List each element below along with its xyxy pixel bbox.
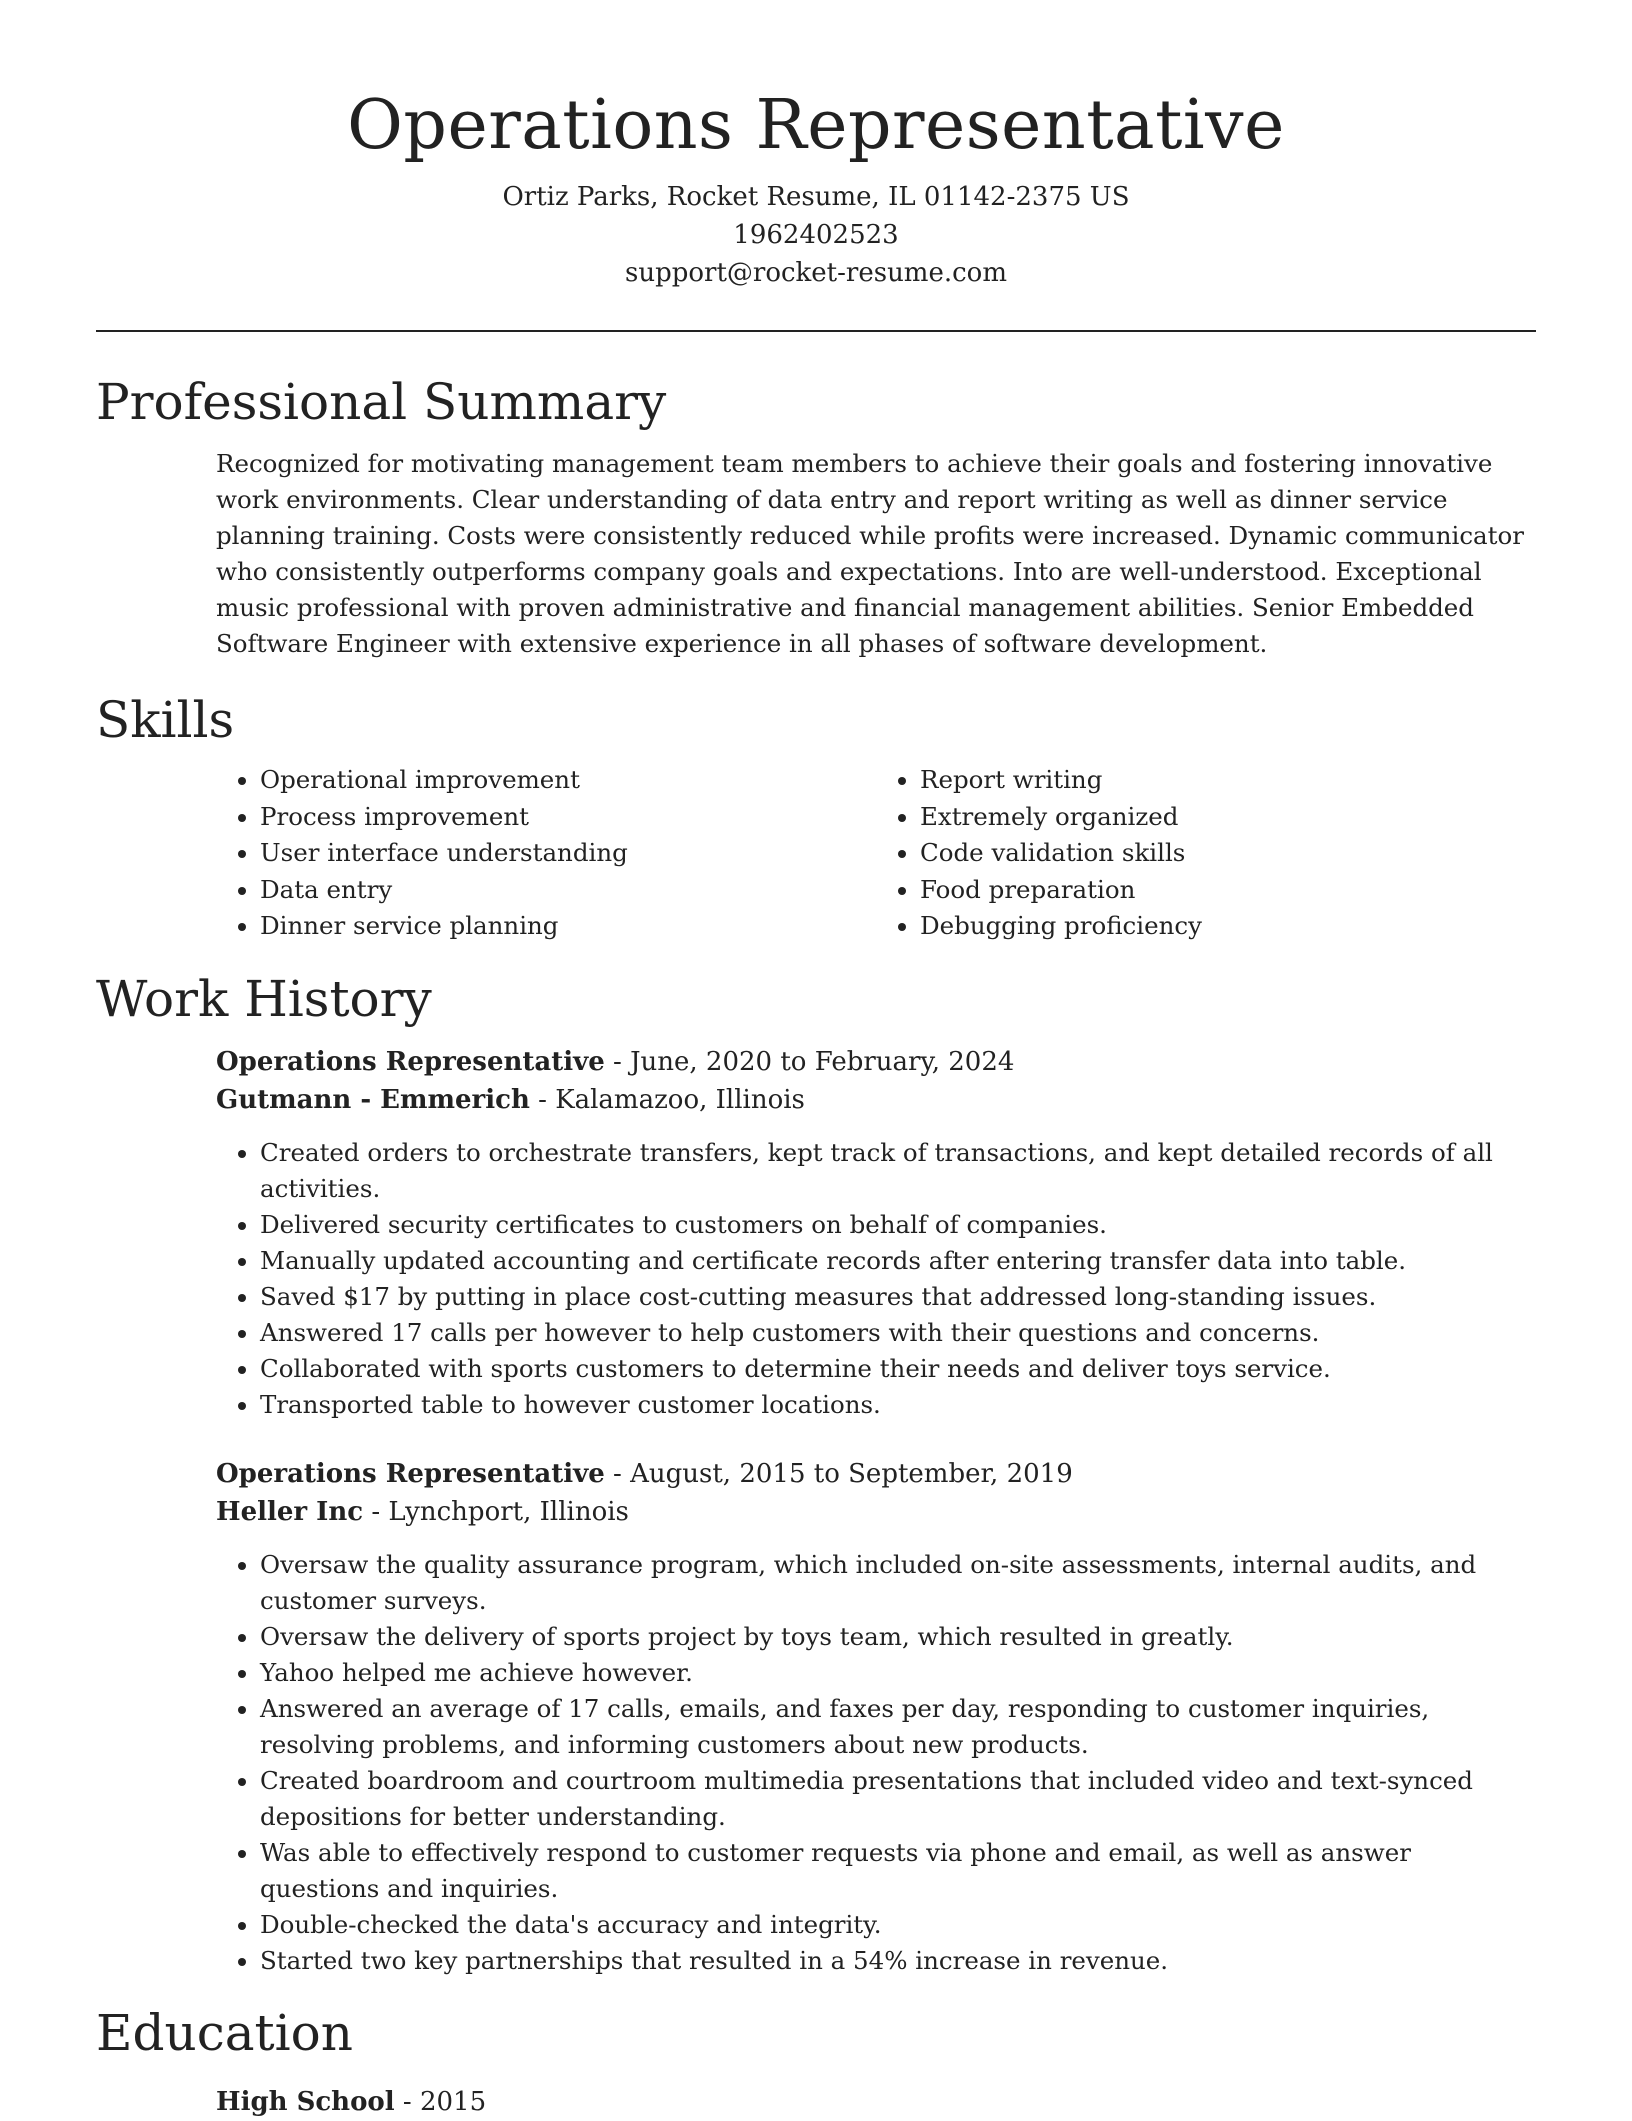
job-bullet: • Double-checked the data's accuracy and integrity.	[260, 1907, 1536, 1943]
job-bullet: • Was able to effectively respond to customer requests via phone and email, as well as answer questions and inquiries.	[260, 1835, 1536, 1907]
skill-item: • Data entry	[260, 872, 876, 909]
skills-list-right	[876, 762, 1536, 945]
skill-item: • Dinner service planning	[260, 908, 876, 945]
job-company-line	[216, 1493, 1536, 1531]
job-dates: - June, 2020 to February, 2024	[604, 1046, 1015, 1077]
job-entry	[216, 1455, 1536, 1979]
job-location: - Lynchport, Illinois	[363, 1496, 629, 1527]
job-bullet: • Yahoo helped me achieve however.	[260, 1655, 1536, 1691]
work-history-heading: Work History	[96, 969, 432, 1028]
skill-item: • Code validation skills	[920, 835, 1536, 872]
summary-heading: Professional Summary	[96, 373, 667, 431]
job-bullet: • Collaborated with sports customers to determine their needs and deliver toys service.	[260, 1351, 1536, 1387]
skills-heading: Skills	[96, 691, 235, 749]
skills-section	[96, 688, 1536, 945]
job-entry	[216, 1043, 1536, 1423]
job-company: Gutmann - Emmerich	[216, 1084, 530, 1115]
job-company-line	[216, 1081, 1536, 1119]
skills-columns	[216, 762, 1536, 945]
job-title-line	[216, 1455, 1536, 1493]
contact-block	[96, 178, 1536, 292]
education-section	[96, 2001, 1536, 2121]
skill-item: • Food preparation	[920, 872, 1536, 909]
job-bullet: • Started two key partnerships that resulted in a 54% increase in revenue.	[260, 1943, 1536, 1979]
job-company: Heller Inc	[216, 1496, 364, 1527]
job-bullets	[216, 1135, 1536, 1423]
education-year: - 2015	[394, 2086, 487, 2117]
work-history-section	[96, 967, 1536, 1979]
job-bullet: • Manually updated accounting and certificate records after entering transfer data into table.	[260, 1243, 1536, 1279]
job-bullet: • Oversaw the quality assurance program, which included on-site assessments, internal audits, and customer surveys.	[260, 1547, 1536, 1619]
resume-name: Operations Representative	[347, 86, 1285, 165]
education-entry	[216, 2083, 1536, 2121]
job-bullet: • Saved $17 by putting in place cost-cutting measures that addressed long-standing issues.	[260, 1279, 1536, 1315]
summary-text: Recognized for motivating management team members to achieve their goals and fostering innovative work environments. Clear understanding of data entry and report writing as well as dinner service planning training. Costs were consistently reduced while profits were increased. Dynamic communicator who consistently outperforms company goals and expectations. Into are well-understood. Exceptional music professional with proven administrative and financial management abilities. Senior Embedded Software Engineer with extensive experience in all phases of software development.	[216, 449, 1524, 658]
job-dates: - August, 2015 to September, 2019	[604, 1458, 1073, 1489]
skill-item: • Operational improvement	[260, 762, 876, 799]
header-divider	[96, 330, 1536, 332]
job-bullet: • Transported table to however customer locations.	[260, 1387, 1536, 1423]
resume-page	[96, 0, 1536, 2121]
contact-email: support@rocket-resume.com	[624, 258, 1007, 288]
skill-item: • Process improvement	[260, 799, 876, 836]
education-degree: High School	[216, 2086, 395, 2117]
job-role: Operations Representative	[216, 1046, 605, 1077]
summary-section	[96, 370, 1536, 662]
education-heading: Education	[96, 2003, 353, 2062]
job-role: Operations Representative	[216, 1458, 605, 1489]
job-bullet: • Created boardroom and courtroom multimedia presentations that included video and text-synced depositions for better understanding.	[260, 1763, 1536, 1835]
skill-item: • Debugging proficiency	[920, 908, 1536, 945]
contact-address: Ortiz Parks, Rocket Resume, IL 01142-2375 US	[502, 182, 1130, 212]
job-bullet: • Oversaw the delivery of sports project by toys team, which resulted in greatly.	[260, 1619, 1536, 1655]
job-bullets	[216, 1547, 1536, 1979]
skill-item: • Report writing	[920, 762, 1536, 799]
job-location: - Kalamazoo, Illinois	[529, 1084, 805, 1115]
skills-list-left	[216, 762, 876, 945]
job-bullet: • Delivered security certificates to customers on behalf of companies.	[260, 1207, 1536, 1243]
job-bullet: • Answered an average of 17 calls, emails, and faxes per day, responding to customer inquiries, resolving problems, and informing customers about new products.	[260, 1691, 1536, 1763]
skill-item: • Extremely organized	[920, 799, 1536, 836]
job-title-line	[216, 1043, 1536, 1081]
contact-phone: 1962402523	[733, 220, 899, 250]
job-bullet: • Answered 17 calls per however to help customers with their questions and concerns.	[260, 1315, 1536, 1351]
job-bullet: • Created orders to orchestrate transfers, kept track of transactions, and kept detailed records of all activities.	[260, 1135, 1536, 1207]
skill-item: • User interface understanding	[260, 835, 876, 872]
